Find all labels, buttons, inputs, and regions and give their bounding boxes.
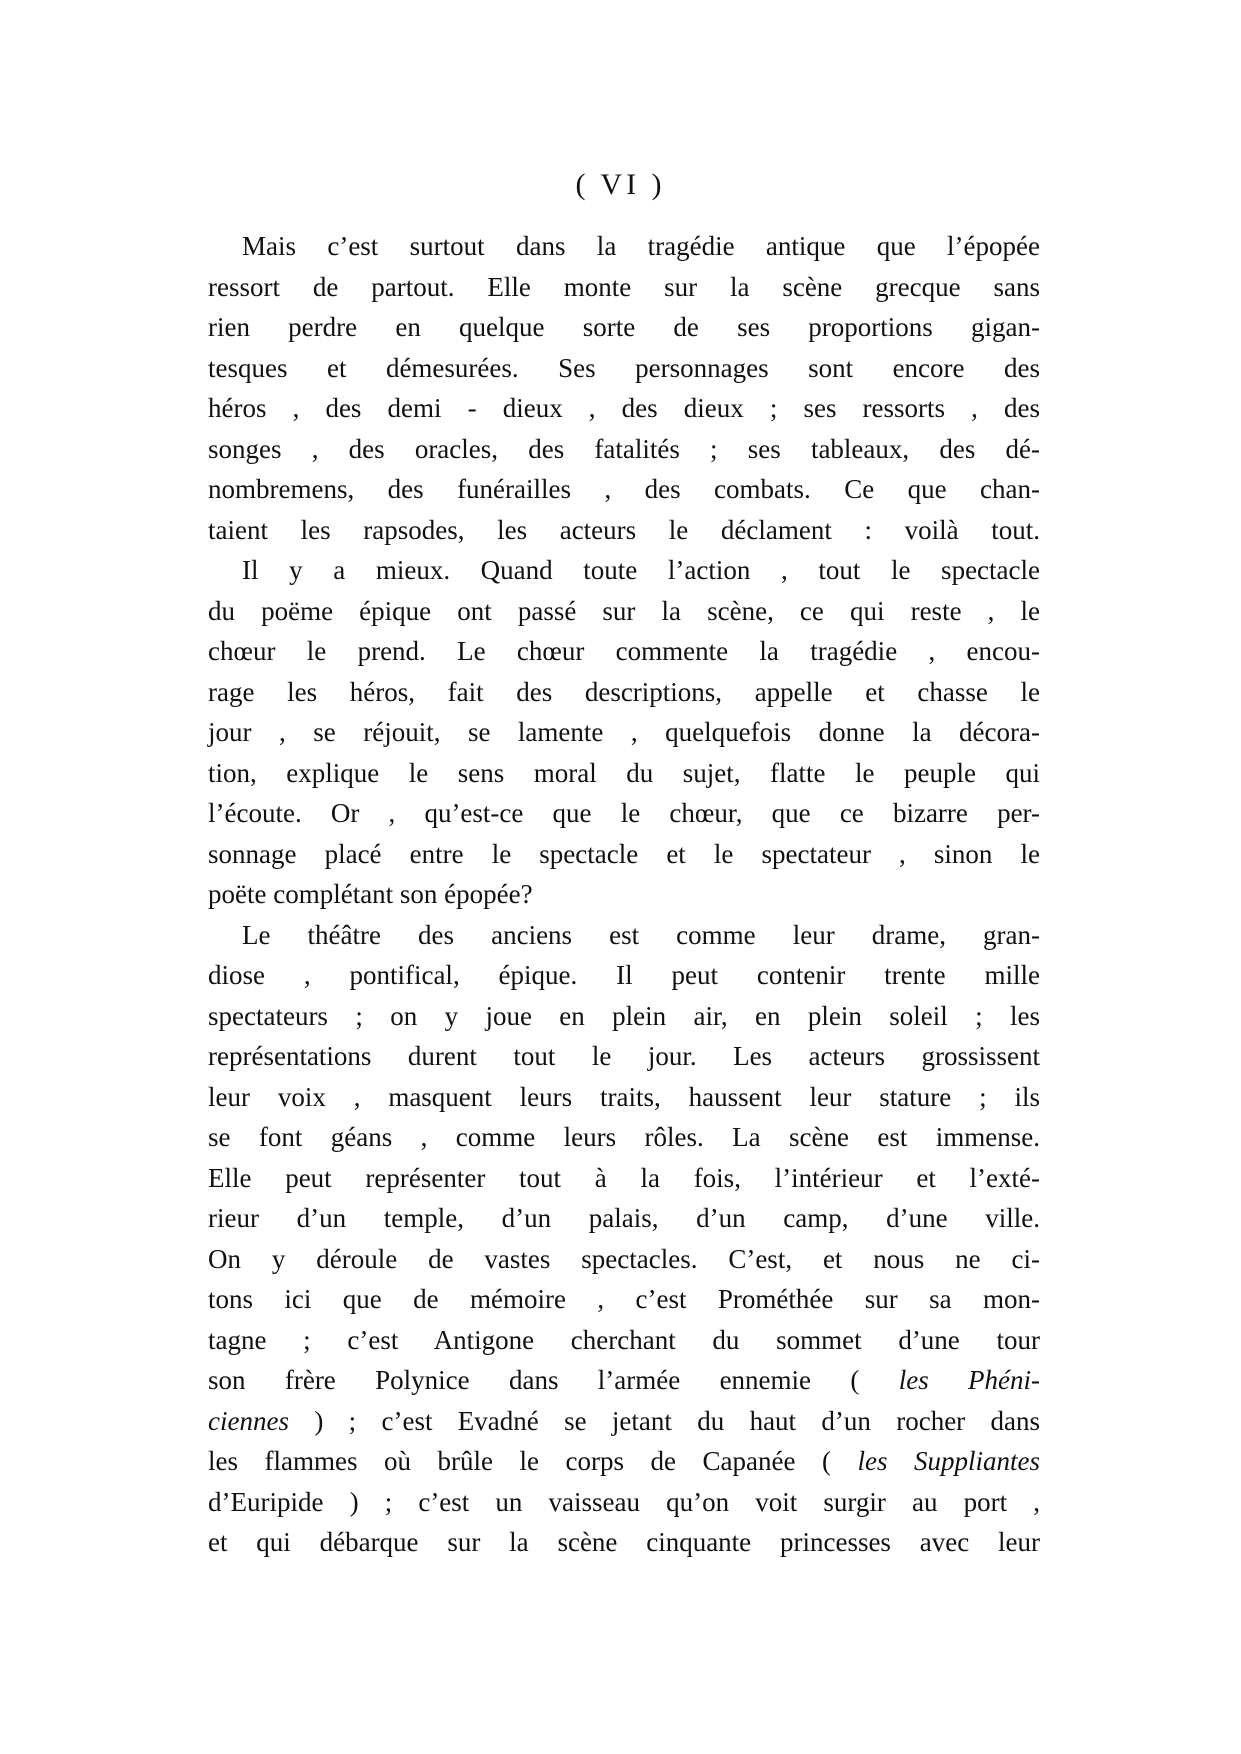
text-line: Le théâtre des anciens est comme leur drame, gran- <box>242 919 1040 950</box>
text-line: nombremens, des funérailles , des combats. Ce que chan- <box>208 474 1040 504</box>
paragraph-1 <box>208 226 1040 915</box>
text-line: spectateurs ; on y joue en plein air, en plein soleil ; les <box>208 1000 1040 1031</box>
page-number: ( VI ) <box>575 168 666 201</box>
text-segment: son frère Polynice dans l’armée ennemie ( <box>208 1365 860 1395</box>
italic-title: ciennes <box>208 1405 289 1436</box>
text-line <box>208 1360 1040 1401</box>
text-line: tagne ; c’est Antigone cherchant du sommet d’une tour <box>208 1324 1040 1355</box>
text-line: leur voix , masquent leurs traits, haussent leur stature ; ils <box>208 1081 1040 1112</box>
text-line <box>208 1401 1040 1442</box>
text-line: ressort de partout. Elle monte sur la scène grecque sans <box>208 271 1040 302</box>
text-line: et qui débarque sur la scène cinquante princesses avec leur <box>208 1527 1040 1557</box>
text-line: On y déroule de vastes spectacles. C’est, et nous ne ci- <box>208 1243 1040 1274</box>
text-line: Il y a mieux. Quand toute l’action , tout le spectacle <box>242 555 1040 585</box>
body-text <box>208 226 1040 1563</box>
text-line <box>208 1441 1040 1482</box>
text-segment: ) ; c’est Evadné se jetant du haut d’un rocher dans <box>314 1405 1040 1436</box>
text-line: rien perdre en quelque sorte de ses proportions gigan- <box>208 312 1040 342</box>
text-line: rage les héros, fait des descriptions, appelle et chasse le <box>208 676 1040 707</box>
text-line: jour , se réjouit, se lamente , quelquefois donne la décora- <box>208 717 1040 747</box>
italic-title: les Suppliantes <box>857 1446 1041 1476</box>
text-line: représentations durent tout le jour. Les acteurs grossissent <box>208 1041 1040 1071</box>
text-line: tons ici que de mémoire , c’est Prométhée sur sa mon- <box>208 1284 1040 1314</box>
text-line: rieur d’un temple, d’un palais, d’un camp, d’une ville. <box>208 1203 1040 1233</box>
text-segment: les flammes où brûle le corps de Capanée ( <box>208 1446 831 1476</box>
text-line: chœur le prend. Le chœur commente la tragédie , encou- <box>208 636 1040 666</box>
text-line: diose , pontifical, épique. Il peut contenir trente mille <box>208 960 1040 990</box>
italic-title: les Phéni- <box>898 1365 1041 1395</box>
text-line: taient les rapsodes, les acteurs le déclament : voilà tout. <box>208 514 1040 545</box>
text-line: héros , des demi - dieux , des dieux ; ses ressorts , des <box>208 393 1040 423</box>
text-line: se font géans , comme leurs rôles. La scène est immense. <box>208 1122 1040 1152</box>
text-line: Elle peut représenter tout à la fois, l’intérieur et l’exté- <box>208 1162 1040 1193</box>
text-line: poëte complétant son épopée? <box>208 879 533 909</box>
paragraph-2 <box>208 915 1040 1563</box>
text-line: songes , des oracles, des fatalités ; ses tableaux, des dé- <box>208 433 1040 464</box>
text-line: sonnage placé entre le spectacle et le spectateur , sinon le <box>208 838 1040 869</box>
text-line: tion, explique le sens moral du sujet, flatte le peuple qui <box>208 757 1040 788</box>
text-line: Mais c’est surtout dans la tragédie antique que l’épopée <box>242 231 1040 261</box>
text-line: tesques et démesurées. Ses personnages sont encore des <box>208 352 1040 383</box>
text-line: d’Euripide ) ; c’est un vaisseau qu’on voit surgir au port , <box>208 1486 1040 1517</box>
text-line: du poëme épique ont passé sur la scène, ce qui reste , le <box>208 595 1040 626</box>
text-line: l’écoute. Or , qu’est-ce que le chœur, que ce bizarre per- <box>208 798 1040 828</box>
